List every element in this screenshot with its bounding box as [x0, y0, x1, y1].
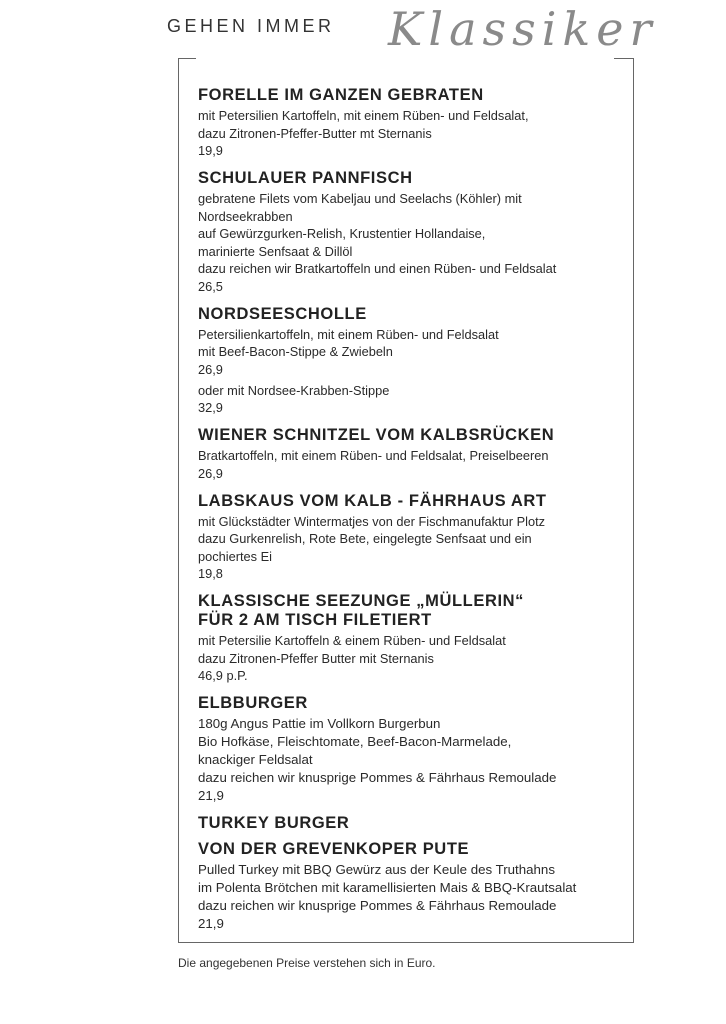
menu-item-description: dazu Gurkenrelish, Rote Bete, eingelegte Senfsaat und ein — [198, 531, 532, 546]
menu-item-description: dazu reichen wir Bratkartoffeln und einen Rüben- und Feldsalat — [198, 261, 557, 276]
menu-item-description: Pulled Turkey mit BBQ Gewürz aus der Keule des Truthahns — [198, 862, 555, 877]
menu-item-name-line: SCHULAUER PANNFISCH — [198, 169, 413, 187]
menu-item-price: 19,9 — [198, 143, 223, 158]
menu-item-name-line: KLASSISCHE SEEZUNGE „MÜLLERIN“ — [198, 592, 525, 610]
menu-item-price: 26,9 — [198, 361, 223, 377]
menu-item-price: 26,9 — [198, 465, 223, 481]
menu-item-name — [198, 86, 628, 105]
menu-item — [198, 426, 628, 483]
menu-item-description: knackiger Feldsalat — [198, 752, 313, 767]
menu-item-alternative: oder mit Nordsee-Krabben-Stippe — [198, 382, 390, 398]
menu-item-description: dazu reichen wir knusprige Pommes & Fährhaus Remoulade — [198, 770, 557, 785]
menu-item-price: 21,9 — [198, 788, 224, 803]
menu-item-description: mit Glückstädter Wintermatjes von der Fischmanufaktur Plotz — [198, 513, 546, 529]
menu-item-price: 26,5 — [198, 278, 223, 294]
menu-item — [198, 86, 628, 160]
menu-item — [198, 492, 628, 584]
menu-item-name-line: FÜR 2 AM TISCH FILETIERT — [198, 611, 432, 629]
menu-item — [198, 592, 628, 685]
menu-item-description: dazu Zitronen-Pfeffer-Butter mt Sternanis — [198, 125, 432, 141]
menu-item-description: mit Petersilie Kartoffeln & einem Rüben- und Feldsalat — [198, 633, 506, 648]
menu-item-price: 21,9 — [198, 916, 224, 931]
menu-item-name-line: FORELLE IM GANZEN GEBRATEN — [198, 86, 484, 104]
menu-item-price: 19,8 — [198, 566, 223, 581]
menu-item-alternative-price: 32,9 — [198, 400, 223, 415]
menu-item — [198, 814, 628, 933]
menu-item-description: gebratene Filets vom Kabeljau und Seelachs (Köhler) mit — [198, 191, 522, 206]
menu-list — [198, 86, 628, 942]
menu-item-name — [198, 814, 628, 859]
menu-item-name-line: NORDSEESCHOLLE — [198, 304, 367, 323]
menu-item-price: 46,9 p.P. — [198, 668, 248, 683]
frame-divider-left — [178, 58, 196, 59]
menu-item — [198, 305, 628, 418]
menu-item-description: Bratkartoffeln, mit einem Rüben- und Feldsalat, Preiselbeeren — [198, 448, 549, 463]
menu-item — [198, 694, 628, 805]
menu-item-description: Petersilienkartoffeln, mit einem Rüben- und Feldsalat — [198, 326, 499, 342]
menu-item-description: Nordseekrabben — [198, 208, 293, 224]
script-title: Klassiker — [388, 2, 658, 56]
menu-item-name-line: TURKEY BURGER — [198, 814, 350, 832]
menu-item-description: marinierte Senfsaat & Dillöl — [198, 243, 353, 259]
price-note: Die angegebenen Preise verstehen sich in Euro. — [178, 956, 436, 970]
menu-item-name-line: VON DER GREVENKOPER PUTE — [198, 840, 470, 858]
menu-item-name — [198, 169, 628, 188]
menu-item-description: mit Petersilien Kartoffeln, mit einem Rüben- und Feldsalat, — [198, 108, 529, 123]
menu-item-name — [198, 592, 628, 630]
menu-item-name — [198, 492, 628, 511]
menu-item-description: pochiertes Ei — [198, 548, 272, 564]
menu-item-description: auf Gewürzgurken-Relish, Krustentier Hollandaise, — [198, 226, 486, 241]
menu-item-name — [198, 426, 628, 445]
menu-item-description: 180g Angus Pattie im Vollkorn Burgerbun — [198, 716, 441, 731]
menu-item-description: mit Beef-Bacon-Stippe & Zwiebeln — [198, 344, 393, 359]
menu-item-description: Bio Hofkäse, Fleischtomate, Beef-Bacon-Marmelade, — [198, 734, 512, 749]
menu-item-description: im Polenta Brötchen mit karamellisierten Mais & BBQ-Krautsalat — [198, 880, 577, 895]
menu-item-name — [198, 305, 628, 324]
page-title: GEHEN IMMER — [167, 16, 335, 36]
menu-item-description: dazu reichen wir knusprige Pommes & Fährhaus Remoulade — [198, 898, 557, 913]
menu-item-name-line: ELBBURGER — [198, 694, 308, 712]
menu-item-name-line: WIENER SCHNITZEL VOM KALBSRÜCKEN — [198, 426, 555, 444]
menu-item-name — [198, 694, 628, 713]
frame-divider-right — [614, 58, 633, 59]
menu-item-description: dazu Zitronen-Pfeffer Butter mit Sternanis — [198, 650, 434, 666]
menu-item — [198, 169, 628, 296]
menu-item-name-line: LABSKAUS VOM KALB - FÄHRHAUS ART — [198, 491, 547, 510]
